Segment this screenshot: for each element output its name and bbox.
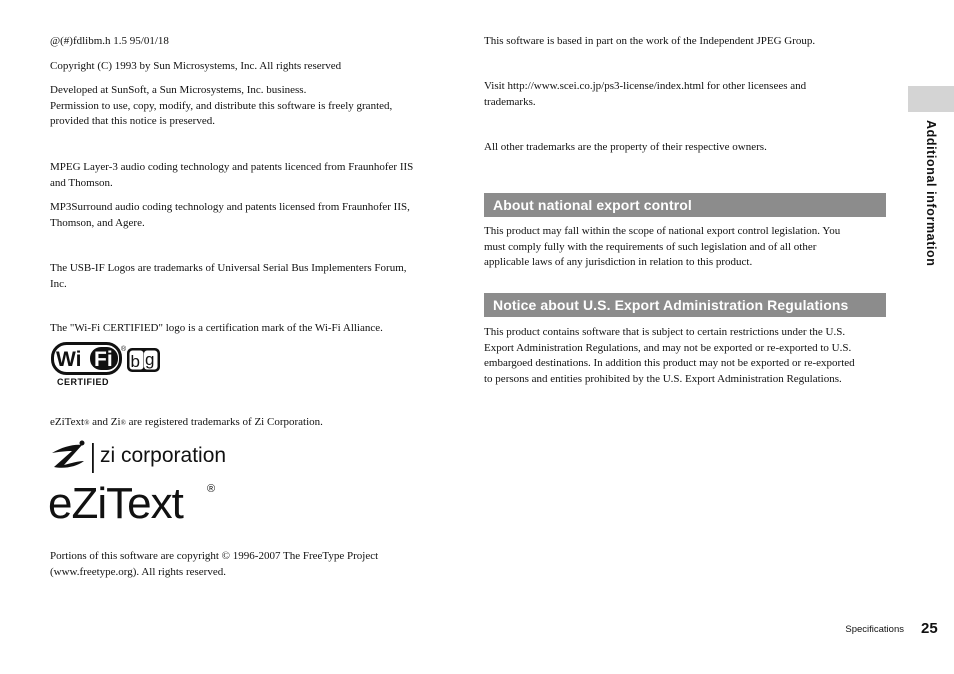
export-line-1: This product may fall within the scope of national export control legislation. You xyxy=(484,225,841,237)
ezitext-notice: eZiText® and Zi® are registered trademarks of Zi Corporation. xyxy=(50,416,323,428)
scei-line-1: Visit http://www.scei.co.jp/ps3-license/index.html for other licensees and xyxy=(484,80,807,92)
sunsoft-line-2: Permission to use, copy, modify, and distribute this software is freely granted, xyxy=(50,99,393,112)
svg-text:zi corporation: zi corporation xyxy=(100,444,227,467)
zi-corporation-logo xyxy=(48,439,238,475)
mp3surround-line-2: Thomson, and Agere. xyxy=(50,216,145,229)
svg-text:Fi: Fi xyxy=(94,348,113,371)
page-number: 25 xyxy=(921,620,938,637)
mpeg-line-1: MPEG Layer-3 audio coding technology and patents licenced from Fraunhofer IIS xyxy=(50,161,414,173)
mp3surround-line-1: MP3Surround audio coding technology and patents licensed from Fraunhofer IIS, xyxy=(50,201,410,213)
wifi-notice: The "Wi-Fi CERTIFIED" logo is a certification mark of the Wi-Fi Alliance. xyxy=(50,322,383,334)
us-line-2: Export Administration Regulations, and may not be exported or re-exported to U.S. xyxy=(484,341,852,354)
svg-text:g: g xyxy=(145,350,155,369)
fdlibm-version: @(#)fdlibm.h 1.5 95/01/18 xyxy=(50,35,169,47)
us-line-3: embargoed destinations. In addition this product may not be exported or re-exported xyxy=(484,357,855,369)
svg-text:Wi: Wi xyxy=(56,348,82,371)
sun-copyright: Copyright (C) 1993 by Sun Microsystems, Inc. All rights reserved xyxy=(50,60,342,72)
heading-export-control: About national export control xyxy=(484,193,886,217)
section-tab xyxy=(908,86,954,112)
sunsoft-line-3: provided that this notice is preserved. xyxy=(50,115,215,127)
freetype-line-1: Portions of this software are copyright © 1996-2007 The FreeType Project xyxy=(50,550,379,562)
wifi-certified-logo xyxy=(51,342,163,388)
svg-text:®: ® xyxy=(121,346,127,353)
export-line-2: must comply fully with the requirements of such legislation and of all other xyxy=(484,240,817,253)
jpeg-notice: This software is based in part on the work of the Independent JPEG Group. xyxy=(484,35,816,47)
trademarks-notice: All other trademarks are the property of their respective owners. xyxy=(484,141,767,153)
freetype-line-2: (www.freetype.org). All rights reserved. xyxy=(50,565,226,578)
svg-text:b: b xyxy=(130,352,140,371)
scei-line-2: trademarks. xyxy=(484,95,536,108)
us-line-1: This product contains software that is subject to certain restrictions under the U.S. xyxy=(484,326,846,338)
export-line-3: applicable laws of any jurisdiction in relation to this product. xyxy=(484,256,753,268)
heading-us-export: Notice about U.S. Export Administration Regulations xyxy=(484,293,886,317)
us-line-4: to persons and entities prohibited by the U.S. Export Administration Regulations. xyxy=(484,372,842,385)
sunsoft-line-1: Developed at SunSoft, a Sun Microsystems, Inc. business. xyxy=(50,84,307,96)
footer-section-label: Specifications xyxy=(845,624,904,635)
mpeg-line-2: and Thomson. xyxy=(50,176,113,189)
usb-line-2: Inc. xyxy=(50,277,67,290)
svg-text:CERTIFIED: CERTIFIED xyxy=(57,377,110,387)
svg-text:eZiText: eZiText xyxy=(48,479,183,524)
section-label: Additional information xyxy=(924,120,938,267)
ezitext-logo xyxy=(48,478,223,524)
svg-text:®: ® xyxy=(207,483,216,495)
usb-line-1: The USB-IF Logos are trademarks of Universal Serial Bus Implementers Forum, xyxy=(50,262,407,274)
